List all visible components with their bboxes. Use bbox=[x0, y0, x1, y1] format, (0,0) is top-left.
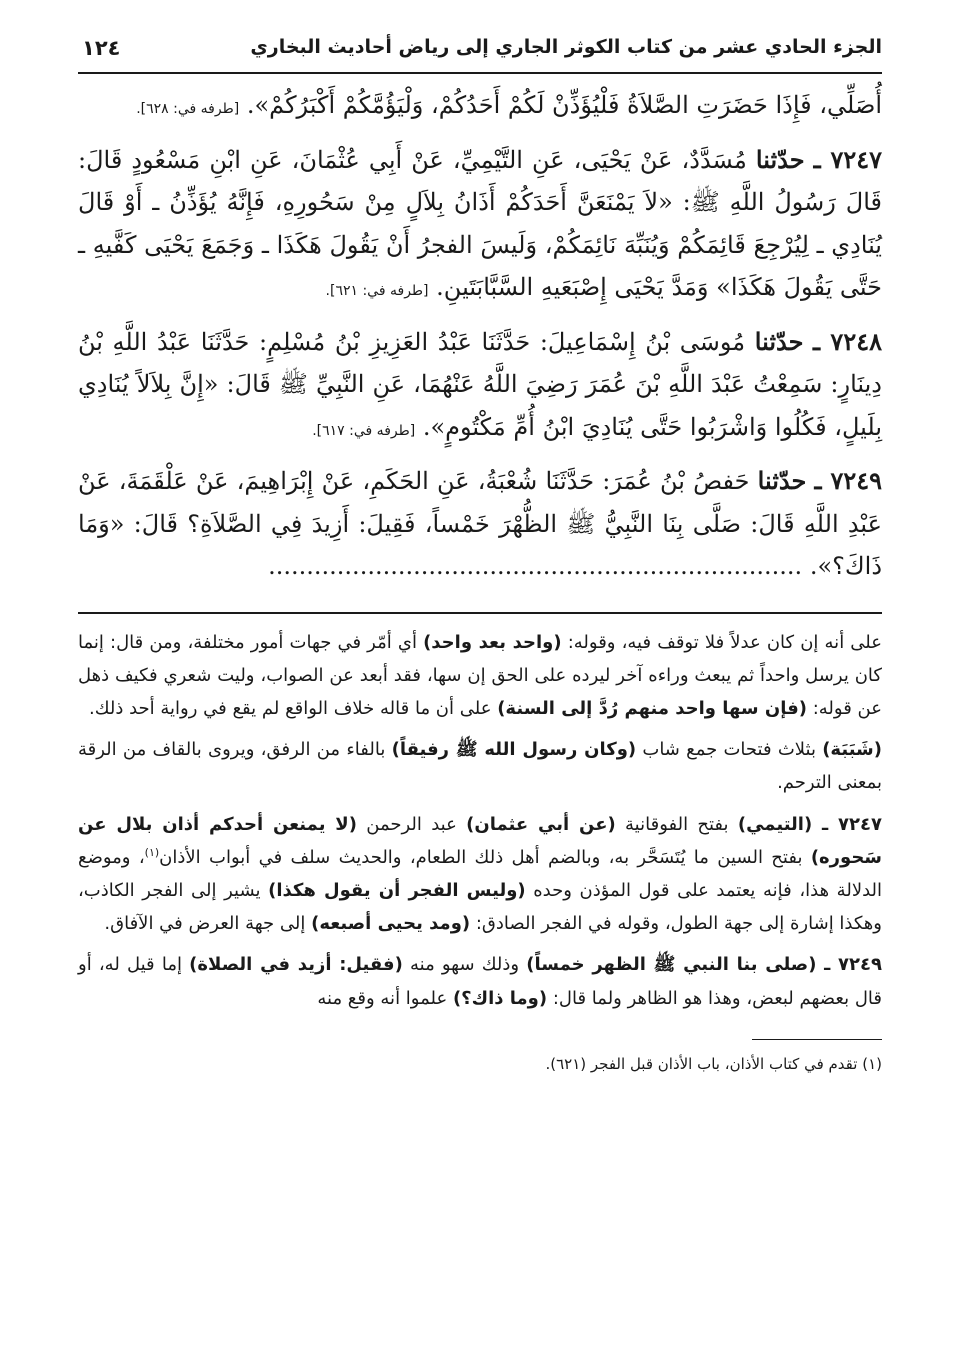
commentary-quote: (فإن سها واحد منهم رُدَّ إلى السنة) bbox=[497, 697, 807, 719]
commentary-text: إما قيل له، أو قال بعضهم لبعض، وهذا هو الظاهر ولما قال: bbox=[78, 954, 882, 1009]
commentary-text: عبد الرحمن bbox=[366, 813, 457, 835]
commentary-quote: (عن أبي عثمان) bbox=[466, 813, 616, 835]
footnote bbox=[78, 1040, 882, 1076]
commentary-text: بفتح الفوقانية bbox=[625, 813, 729, 835]
narration-lead: حدّثنا bbox=[754, 326, 804, 356]
hadith-body: حَفصُ بْنُ عُمَرَ: حَدَّثَنَا شُعْبَةُ، عَنِ الحَكَمِ، عَنْ إِبْرَاهِيمَ، عَنْ عَلْقَمَةَ، عَنْ عَبْدِ اللَّهِ قَالَ: صَلَّى بِنَا النَّبِيُّ ﷺ الظُّهْرَ خَمْساً، فَقِيلَ: أَزِيدَ فِي الصَّلاَةِ؟ قَالَ: «وَمَا ذَاكَ؟». bbox=[78, 467, 882, 580]
narration-lead: حدّثنا bbox=[757, 466, 807, 495]
running-header bbox=[78, 28, 882, 74]
hadith-paragraph bbox=[78, 84, 882, 131]
commentary-quote: (وليس الفجر أن يقول هكذا) bbox=[268, 879, 526, 901]
commentary-quote: (وكان رسول الله ﷺ رفيقاً) bbox=[391, 739, 637, 761]
hadith-paragraph bbox=[78, 321, 882, 453]
commentary-text: وذلك سهو منه bbox=[409, 954, 520, 976]
page-number: ١٢٤ bbox=[82, 36, 121, 60]
hadith-body: مُوسَى بْنُ إِسْمَاعِيلَ: حَدَّثَنَا عَبْدُ العَزِيزِ بْنُ مُسْلِمٍ: حَدَّثَنَا عَبْدُ اللَّهِ بْنُ دِينَارٍ: سَمِعْتُ عَبْدَ اللَّهِ بْنَ عُمَرَ رَضِيَ اللَّهُ عَنْهُمَا، عَنِ النَّبِيِّ ﷺ قَالَ: «إِنَّ بِلاَلاً يُنَادِي بِلَيلٍ، فَكُلُوا وَاشْرَبُوا حَتَّى يُنَادِيَ ابْنُ أُمِّ مَكْتُومٍ». bbox=[78, 327, 882, 441]
book-title: الجزء الحادي عشر من كتاب الكوثر الجاري إلى رياض أحاديث البخاري bbox=[250, 36, 882, 58]
commentary-quote: (فقيل: أزيد في الصلاة) bbox=[189, 954, 403, 976]
document-page bbox=[78, 28, 882, 1076]
commentary-text: أي أمّر في جهات أمور مختلفة، ومن قال: إنما كان يرسل واحداً ثم يبعث وراءه آخر ليرده على الحق إن سها، فقد أبعد عن الصواب، وليت شعري فكيف ذهل عن قوله: bbox=[78, 631, 882, 719]
commentary-quote: (شَبَبَة) bbox=[822, 739, 882, 761]
commentary-text: يشير إلى الفجر الكاذب، وهكذا إشارة إلى جهة الطول، وقوله في الفجر الصادق: bbox=[78, 879, 882, 935]
footnote-text: تقدم في كتاب الأذان، باب الأذان قبل الفجر (٦٢١). bbox=[545, 1054, 858, 1073]
commentary-paragraph bbox=[78, 626, 882, 726]
commentary-quote: (ومد يحيى أصبعه) bbox=[311, 913, 471, 935]
commentary bbox=[78, 614, 882, 1015]
commentary-text: إلى جهة العرض في الآفاق. bbox=[104, 913, 306, 935]
cross-reference: [طرفه في: ٦٢١]. bbox=[325, 283, 429, 299]
cross-reference: [طرفه في: ٦١٧]. bbox=[312, 422, 416, 439]
hadith-number: ٧٢٤٨ ـ bbox=[813, 326, 882, 356]
commentary-text: ، وموضع الدلالة هذا، فإنه يعتمد على قول المؤذن وحده bbox=[78, 846, 883, 901]
hadith-body: مُسَدَّدٌ، عَنْ يَحْيَى، عَنِ التَّيْمِيِّ، عَنْ أَبِي عُثْمَانَ، عَنِ ابْنِ مَسْعُودٍ قَالَ: قَالَ رَسُولُ اللَّهِ ﷺ: «لاَ يَمْنَعَنَّ أَحَدَكُمْ أَذَانُ بِلاَلٍ مِنْ سَحُورِهِ، فَإِنَّهُ يُؤَذِّنُ ـ أَوْ قَالَ يُنَادِي ـ لِيُرْجِعَ قَائِمَكُمْ وَيُنَبِّهَ نَائِمَكُمْ، وَلَيسَ الفجرُ أَنْ يَقُولَ هَكَذَا ـ وَجَمَعَ يَحْيَى كَفَّيهِ ـ حَتَّى يَقُولَ هَكَذَا» وَمَدَّ يَحْيَى إِصْبَعَيهِ السَّبَّابَتَينِ. bbox=[78, 145, 882, 301]
hadith-number: ٧٢٤٩ ـ bbox=[814, 466, 882, 495]
commentary-paragraph bbox=[78, 808, 882, 941]
hadith-body: أُصَلِّي، فَإِذَا حَضَرَتِ الصَّلاَةُ فَلْيُؤَذِّنْ لَكُمْ أَحَدُكُمْ، وَلْيَؤُمَّكُمْ أَكْبَرُكُمْ». bbox=[246, 91, 882, 119]
commentary-quote: (لا يمنعن أحدكم أذان بلال عن سَحوره) bbox=[78, 813, 882, 868]
footnote-marker[interactable]: (١) bbox=[144, 845, 160, 859]
narration-lead: حدّثنا bbox=[755, 144, 805, 174]
commentary-text: بفتح السين ما يُتَسَحَّر به، وبالضم أهل ذلك الطعام، والحديث سلف في أبواب الأذان bbox=[159, 846, 803, 868]
commentary-text: علموا أنه وقع منه bbox=[317, 987, 448, 1009]
footnote-number: (١) bbox=[862, 1054, 882, 1073]
cross-reference: [طرفه في: ٦٢٨]. bbox=[136, 101, 240, 117]
hadith-text bbox=[78, 74, 882, 588]
commentary-text: بالفاء من الرفق، ويروى بالقاف من الرقة بمعنى الترحم. bbox=[78, 739, 882, 794]
commentary-quote: ٧٢٤٧ ـ (التيمي) bbox=[737, 813, 882, 835]
commentary-text: على أنه إن كان عدلاً فلا توقف فيه، وقوله: bbox=[567, 631, 882, 653]
hadith-paragraph bbox=[78, 139, 882, 313]
commentary-paragraph bbox=[78, 948, 882, 1014]
commentary-paragraph bbox=[78, 733, 882, 799]
commentary-text: بثلاث فتحات جمع شاب bbox=[642, 739, 816, 761]
dotted-leader: ...................................................................... bbox=[268, 552, 803, 580]
hadith-paragraph bbox=[78, 460, 882, 588]
commentary-quote: ٧٢٤٩ ـ (صلى بنا النبي ﷺ الظهر خمساً) bbox=[526, 954, 882, 976]
commentary-quote: (واحد بعد واحد) bbox=[423, 631, 562, 653]
commentary-text: على أن ما قاله خلاف الواقع لم يقع في رواية أحد ذلك. bbox=[88, 697, 492, 719]
hadith-number: ٧٢٤٧ ـ bbox=[813, 144, 882, 174]
commentary-quote: (وما ذاك؟) bbox=[452, 987, 548, 1009]
